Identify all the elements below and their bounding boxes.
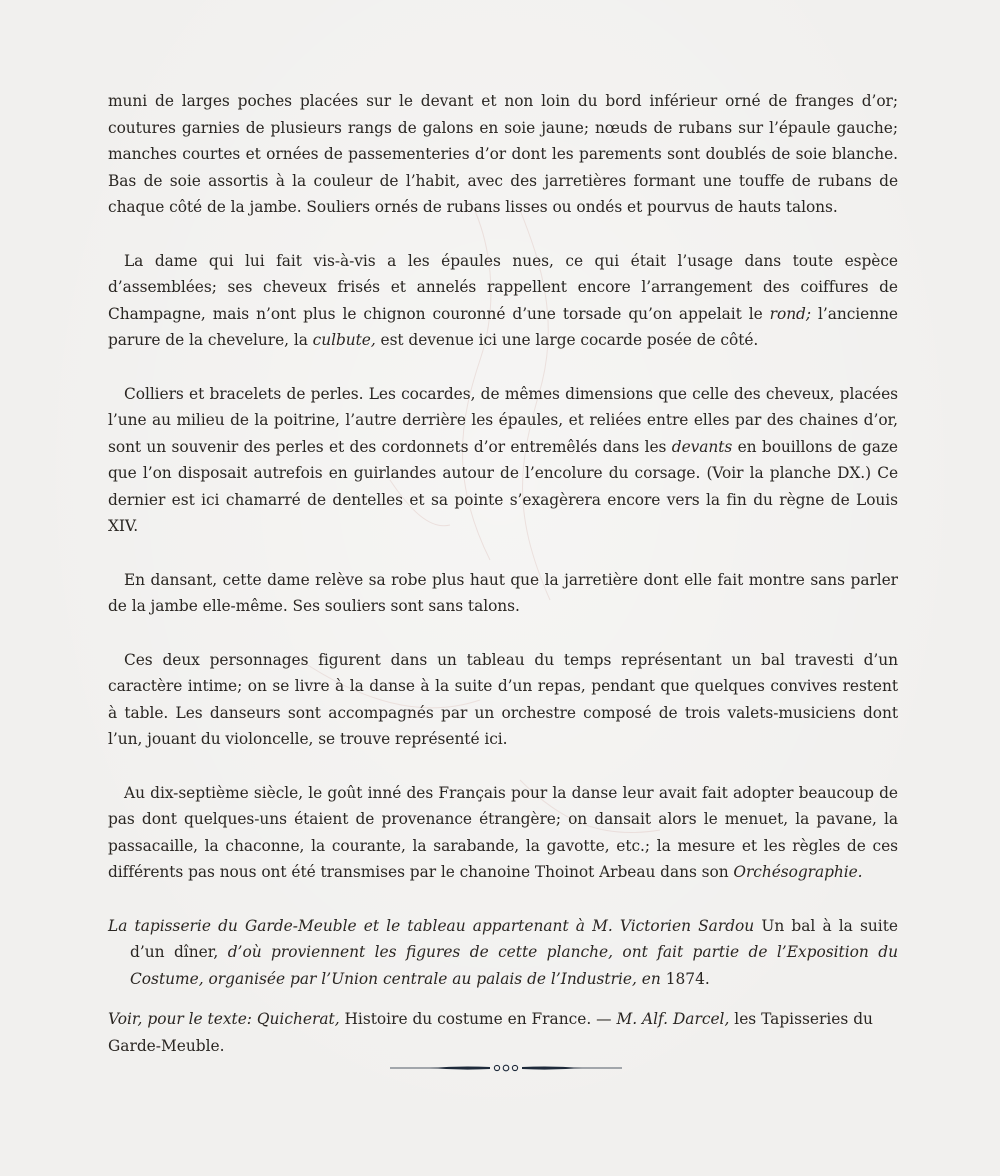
- body-text: [108, 88, 898, 1059]
- paragraph-3-text: en bouillons de gaze que l’on disposait autrefois en guirlandes autour de l’encolure du corsage. (Voir la planche DX.) Ce dernier est ici chamarré de dentelles et sa pointe s’exagèrera encore vers la fin du règne de Louis XIV.: [108, 437, 898, 535]
- source-title-2: les Tapisseries du Garde-Meuble.: [108, 1010, 873, 1055]
- citation-title: Un bal à la suite d’un dîner,: [130, 916, 898, 961]
- source-author-2: M. Alf. Darcel,: [616, 1010, 730, 1028]
- citation-source: La tapisserie du Garde-Meuble et le tableau appartenant à M. Victorien Sardou: [108, 916, 755, 935]
- paragraph-1: [108, 88, 898, 221]
- citation-note: [108, 913, 898, 993]
- paragraph-6: [108, 780, 898, 886]
- paragraph-2-text: est devenue ici une large cocarde posée de côté.: [375, 331, 759, 349]
- paragraph-3-text: Colliers et bracelets de perles. Les cocardes, de mêmes dimensions que celle des cheveux, placées l’une au milieu de la poitrine, l’autre derrière les épaules, et reliées entre elles par des chaines d’or, sont un souvenir des perles et des cordonnets d’or entremêlés dans les: [108, 384, 898, 456]
- source-title-1: Histoire du costume en France. —: [339, 1010, 617, 1028]
- paragraph-3: [108, 381, 898, 540]
- italic-term: rond;: [769, 304, 811, 323]
- paragraph-2-text: La dame qui lui fait vis-à-vis a les épaules nues, ce qui était l’usage dans toute espèce d’assemblées; ses cheveux frisés et annelés rappellent encore l’arrangement des coiffures de Champagne, mais n’ont plus le chignon couronné d’une torsade qu’on appelait le: [108, 251, 898, 323]
- citation-year: 1874.: [660, 969, 710, 988]
- ornament-divider: [390, 1062, 622, 1074]
- paragraph-5: [108, 647, 898, 753]
- paragraph-4-text: En dansant, cette dame relève sa robe plus haut que la jarretière dont elle fait montre sans parler de la jambe elle-même. Ses souliers sont sans talons.: [108, 570, 898, 615]
- paragraph-2-text: l’ancienne parure de la chevelure, la: [108, 304, 898, 349]
- paragraph-2: [108, 248, 898, 354]
- citation-details: d’où proviennent les figures de cette planche, ont fait partie de l’Exposition du Costume, organisée par l’Union centrale au palais de l’Industrie, en: [130, 943, 898, 988]
- italic-term: devants: [671, 437, 733, 456]
- paragraph-1-text: muni de larges poches placées sur le devant et non loin du bord inférieur orné de franges d’or; coutures garnies de plusieurs rangs de galons en soie jaune; nœuds de rubans sur l’épaule gauche; manches courtes et ornées de passementeries d’or dont les parements sont doublés de soie blanche. Bas de soie assortis à la couleur de l’habit, avec des jarretières formant une touffe de rubans de chaque côté de la jambe. Souliers ornés de rubans lisses ou ondés et pourvus de hauts talons.: [108, 92, 898, 216]
- italic-term: culbute,: [312, 331, 376, 349]
- source-reference: [108, 1006, 898, 1059]
- paragraph-4: [108, 567, 898, 620]
- paragraph-5-text: Ces deux personnages figurent dans un tableau du temps représentant un bal travesti d’un caractère intime; on se livre à la danse à la suite d’un repas, pendant que quelques convives restent à table. Les danseurs sont accompagnés par un orchestre composé de trois valets-musiciens dont l’un, jouant du violoncelle, se trouve représenté ici.: [108, 650, 898, 748]
- italic-title: Orchésographie.: [733, 863, 863, 881]
- source-author-1: Voir, pour le texte: Quicherat,: [108, 1010, 340, 1028]
- paragraph-6-text: Au dix-septième siècle, le goût inné des Français pour la danse leur avait fait adopter beaucoup de pas dont quelques-uns étaient de provenance étrangère; on dansait alors le menuet, la pavane, la passacaille, la chaconne, la courante, la sarabande, la gavotte, etc.; la mesure et les règles de ces différents pas nous ont été transmises par le chanoine Thoinot Arbeau dans son: [108, 783, 898, 881]
